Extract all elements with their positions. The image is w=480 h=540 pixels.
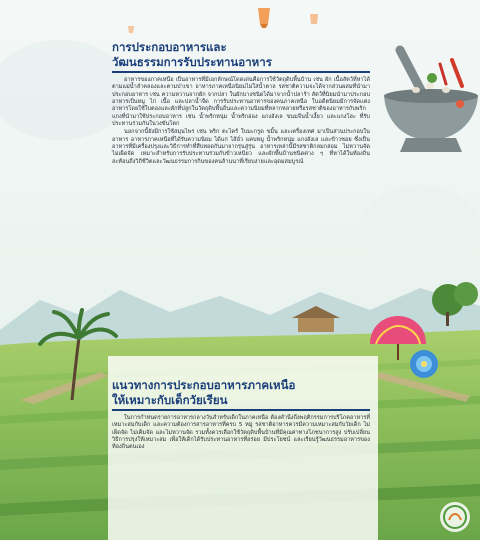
section-food-culture	[112, 40, 370, 167]
title-line-2: วัฒนธรรมการรับประทานอาหาร	[112, 55, 272, 69]
paragraph: นอกจากนี้ยังมีการใช้สมุนไพร เช่น พริก ตะไคร้ ใบมะกรูด ขมิ้น และเครื่องเทศ มาเป็นส่วนประกอบในอาหาร อาหารภาคเหนือที่ได้รับความนิยม ได้แก่ ไส้อั่ว แคบหมู น้ำพริกหนุ่ม แกงฮังเล และข้าวซอย ซึ่งเป็นอาหารที่มีเครื่องปรุงและวิธีการทำที่สืบทอดกันมาจากรุ่นสู่รุ่น อาหารเหล่านี้มีรสชาติกลมกล่อม ไม่หวานจัด ไม่เผ็ดจัด เหมาะสำหรับการรับประทานร่วมกับข้าวเหนียว และผักพื้นบ้านชนิดต่าง ๆ ที่หาได้ในท้องถิ่น สะท้อนถึงวิถีชีวิตและวัฒนธรรมการกินของคนล้านนาที่เรียบง่ายและอุดมสมบูรณ์	[112, 129, 370, 165]
title-line-1: การประกอบอาหารและ	[112, 40, 227, 54]
logo-icon	[438, 500, 472, 534]
sky-lantern	[310, 14, 318, 24]
section-title	[112, 378, 370, 408]
paragraph: อาหารของภาคเหนือ เป็นอาหารที่มีเอกลักษณ์โดดเด่นคือการใช้วัตถุดิบพื้นบ้าน เช่น ผัก เนื้อสัตว์ที่หาได้ตามแม่น้ำลำคลองและตามป่าเขา อาหารภาคเหนือนิยมไม่ใส่น้ำตาล รสชาติความจะได้จากส่วนผสมที่นำมาประกอบอาหาร เช่น ความหวานจากผัก จากปลา ในผักบางชนิดได้มาจากน้ำปลาร้า สัตว์ที่นิยมนำมาประกอบอาหารเป็นหมู ไก่ เนื้อ และปลาน้ำจืด การรับประทานอาหารของคนภาคเหนือ ในอดีตนิยมมีการจัดแต่งอาหารโดยใช้ใบตองและผักที่ปลูกในวัตถุดิบพื้นถิ่นและความนิยมที่หลากหลายหรือรสชาติของอาหารกับพริกแกงที่นำมาใช้ประกอบอาหาร เช่น น้ำพริกหนุ่ม น้ำพริกอ่อง แกงฮังเล ขนมจีนน้ำเงี้ยว และแกงโฮะ ที่รับประทานร่วมกันในวงขันโตก	[112, 77, 370, 128]
section-title	[112, 40, 370, 70]
sky-lantern	[128, 26, 134, 33]
section-body	[112, 415, 370, 452]
title-line-1: แนวทางการประกอบอาหารภาคเหนือ	[112, 378, 296, 392]
title-underline	[112, 71, 370, 73]
title-underline	[112, 409, 370, 411]
section-school-children	[112, 378, 370, 453]
section-body	[112, 77, 370, 166]
title-line-2: ให้เหมาะกับเด็กวัยเรียน	[112, 393, 228, 407]
paragraph: ในการกำหนดรายการอาหารกลางวันสำหรับเด็กในภาคเหนือ ต้องคำนึงถึงพฤติกรรมการบริโภคอาหารที่เหมาะสมกับเด็ก และความต้องการสารอาหารที่ครบ 5 หมู่ รสชาติอาหารควรมีความเหมาะสมกับวัยเด็ก ไม่เผ็ดจัด ไม่เค็มจัด และไม่หวานจัด รวมทั้งควรเลือกใช้วัตถุดิบพื้นบ้านที่มีคุณค่าทางโภชนาการสูง ปรับเปลี่ยนวิธีการปรุงให้เหมาะสม เพื่อให้เด็กได้รับประทานอาหารที่อร่อย มีประโยชน์ และเรียนรู้วัฒนธรรมอาหารของท้องถิ่นตนเอง	[112, 415, 370, 451]
